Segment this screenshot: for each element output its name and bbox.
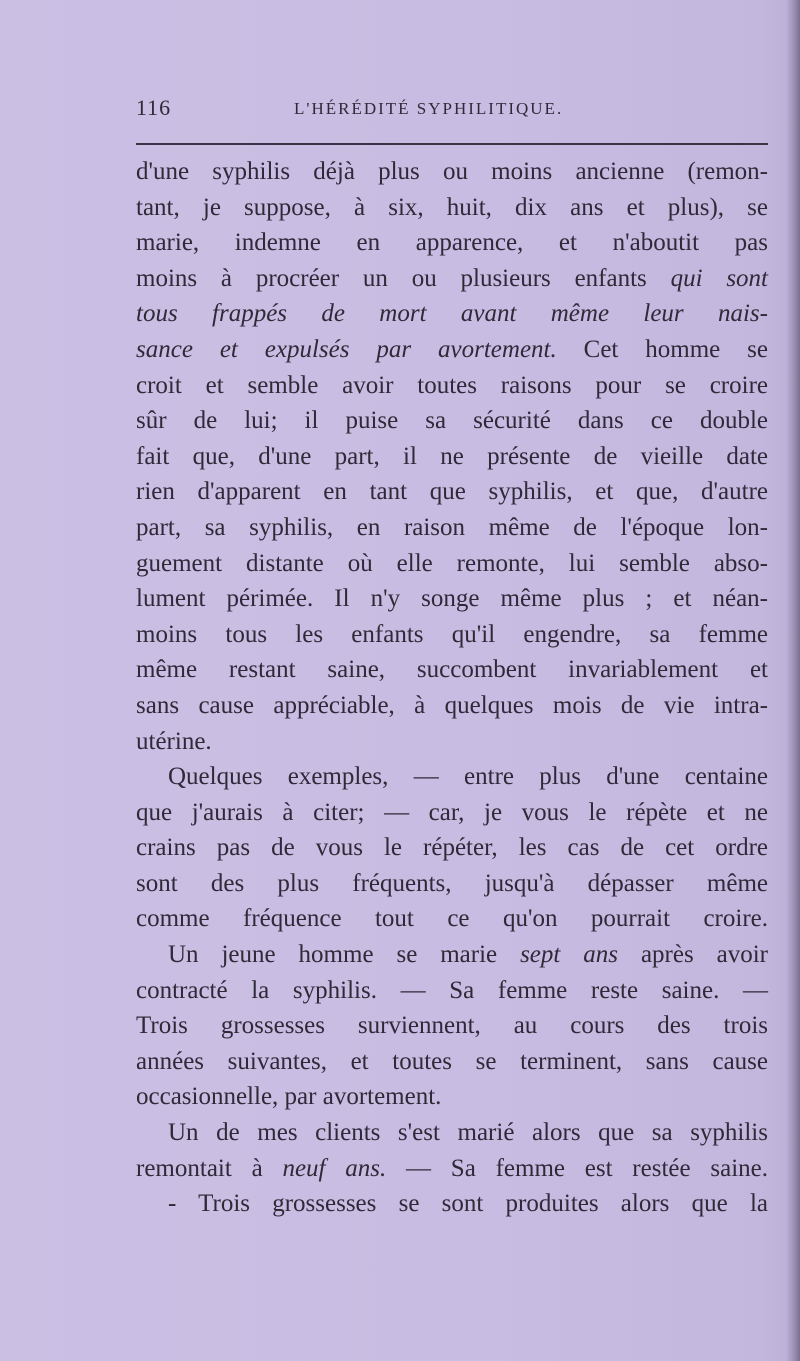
text-line <box>136 830 768 866</box>
text-segment: d'une syphilis déjà plus ou moins ancienne (remon- <box>136 158 768 185</box>
text-segment: utérine. <box>136 727 212 755</box>
text-line <box>136 581 768 617</box>
text-line <box>136 1079 768 1115</box>
page-edge-shadow <box>786 0 800 1361</box>
text-segment: sans cause appréciable, à quelques mois de vie intra- <box>136 691 768 719</box>
running-title: L'HÉRÉDITÉ SYPHILITIQUE. <box>294 99 564 118</box>
text-line <box>136 652 768 688</box>
text-line <box>136 190 768 226</box>
text-line <box>136 617 768 653</box>
text-line <box>136 937 768 973</box>
italic-text: sept ans <box>520 941 619 969</box>
text-line <box>136 225 768 261</box>
text-line <box>136 1115 768 1151</box>
text-line <box>136 296 768 332</box>
text-line <box>136 1008 768 1044</box>
text-line <box>136 866 768 902</box>
text-line <box>136 439 768 475</box>
page-header <box>136 95 768 125</box>
body-text <box>136 154 768 1222</box>
text-segment: marie, indemne en apparence, et n'aboutit pas <box>136 229 768 257</box>
text-segment: lument périmée. Il n'y songe même plus ; et néan- <box>136 585 768 613</box>
text-segment: Un de mes clients s'est marié alors que sa syphilis <box>168 1119 768 1147</box>
page-number: 116 <box>136 95 172 120</box>
text-segment: Cet homme se <box>556 335 768 363</box>
text-segment: comme fréquence tout ce qu'on pourrait croire. <box>136 905 768 933</box>
text-segment: Quelques exemples, — entre plus d'une centaine <box>168 763 768 791</box>
text-segment: contracté la syphilis. — Sa femme reste saine. — <box>136 976 768 1004</box>
text-line <box>136 973 768 1009</box>
text-segment: Un jeune homme se marie <box>168 941 521 969</box>
text-line <box>136 795 768 831</box>
text-segment: guement distante où elle remonte, lui semble abso- <box>136 549 768 577</box>
text-line <box>136 474 768 510</box>
italic-text: neuf ans. <box>282 1154 387 1182</box>
text-line <box>136 1186 768 1222</box>
text-segment: que j'aurais à citer; — car, je vous le répète et ne <box>136 798 768 826</box>
text-segment: sont des plus fréquents, jusqu'à dépasser même <box>136 869 768 897</box>
text-line <box>136 724 768 760</box>
text-segment: Trois grossesses surviennent, au cours des trois <box>136 1012 768 1040</box>
text-segment: après avoir <box>618 941 768 969</box>
text-segment: occasionnelle, par avortement. <box>136 1083 442 1111</box>
text-segment: - Trois grossesses se sont produites alors que la <box>168 1190 768 1218</box>
text-segment: sûr de lui; il puise sa sécurité dans ce double <box>136 407 768 435</box>
text-line <box>136 1044 768 1080</box>
text-segment: même restant saine, succombent invariablement et <box>136 656 768 684</box>
text-segment: moins tous les enfants qu'il engendre, sa femme <box>136 620 768 648</box>
text-segment: années suivantes, et toutes se terminent, sans cause <box>136 1047 768 1075</box>
text-line <box>136 688 768 724</box>
text-segment: remontait à <box>136 1154 283 1182</box>
text-line <box>136 510 768 546</box>
text-segment: crains pas de vous le répéter, les cas de cet ordre <box>136 834 768 862</box>
text-line <box>136 261 768 297</box>
italic-text: tous frappés de mort avant même leur nais- <box>136 300 768 328</box>
text-line <box>136 901 768 937</box>
text-segment: fait que, d'une part, il ne présente de vieille date <box>136 442 768 470</box>
text-segment: croit et semble avoir toutes raisons pour se croire <box>136 371 768 399</box>
text-line <box>136 332 768 368</box>
italic-text: qui sont <box>670 264 769 292</box>
text-line <box>136 403 768 439</box>
text-segment: moins à procréer un ou plusieurs enfants <box>136 264 671 292</box>
text-line <box>136 154 768 190</box>
italic-text: sance et expulsés par avortement. <box>136 335 557 363</box>
text-segment: part, sa syphilis, en raison même de l'époque lon- <box>136 513 768 541</box>
text-line <box>136 368 768 404</box>
text-segment: rien d'apparent en tant que syphilis, et que, d'autre <box>136 478 768 506</box>
text-segment: — Sa femme est restée saine. <box>386 1154 768 1182</box>
text-line <box>136 546 768 582</box>
header-rule <box>136 143 768 145</box>
text-line <box>136 1151 768 1187</box>
text-line <box>136 759 768 795</box>
text-segment: tant, je suppose, à six, huit, dix ans et plus), se <box>136 193 768 221</box>
